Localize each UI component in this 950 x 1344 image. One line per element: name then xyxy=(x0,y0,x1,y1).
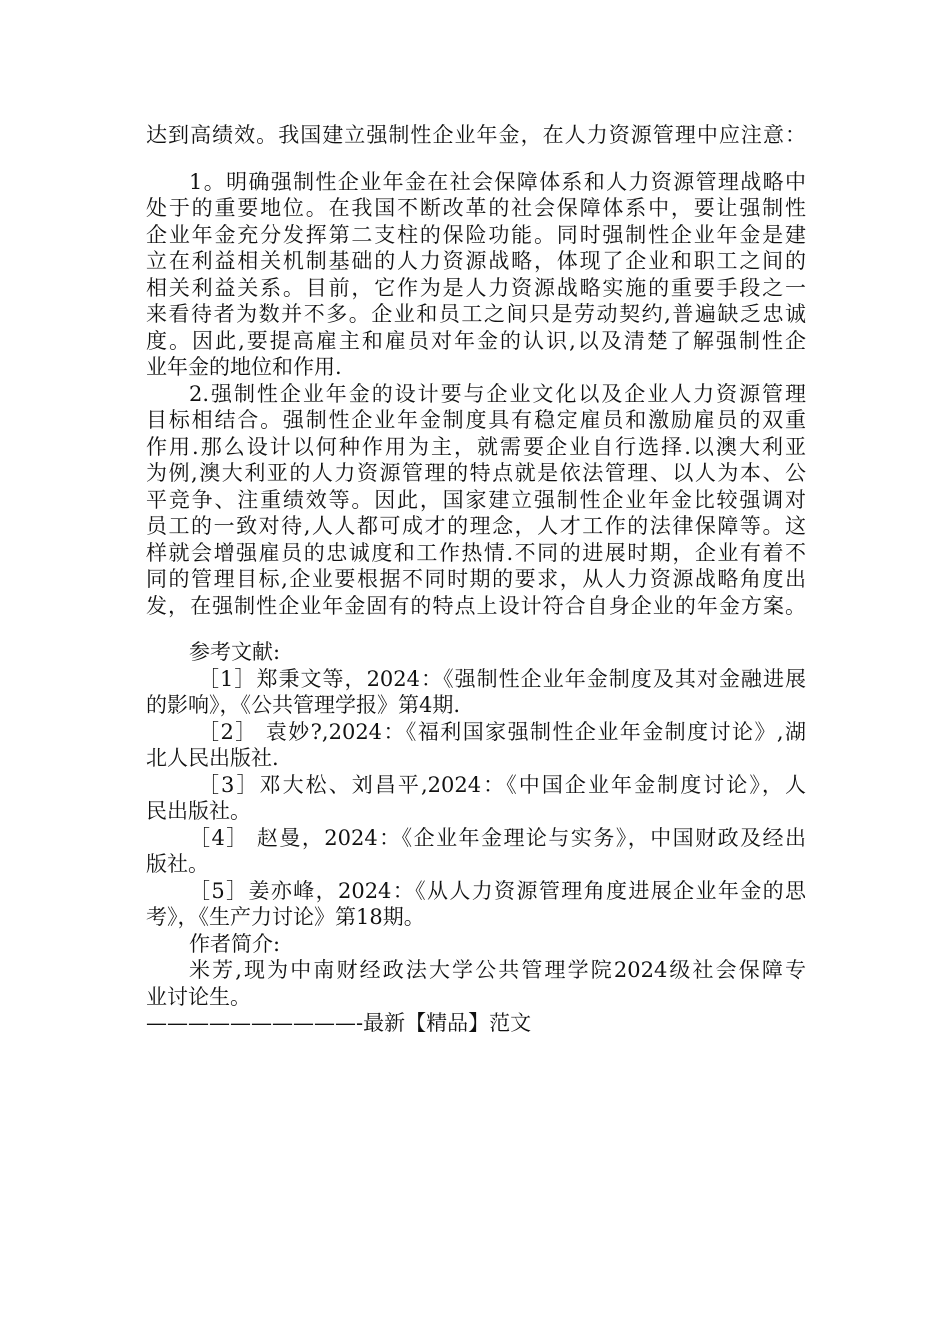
reference-item xyxy=(146,772,806,825)
reference-line: 民出版社。 xyxy=(146,799,251,823)
paragraph-line: 1。明确强制性企业年金在社会保障体系和人力资源管理战略中 xyxy=(189,169,806,194)
reference-line: 考》，《生产力讨论》第18期。 xyxy=(146,905,425,929)
reference-line: ［3］邓大松、刘昌平,2024：《中国企业年金制度讨论》，人 xyxy=(198,772,806,797)
paragraph-line: 来看待者为数并不多。企业和员工之间只是劳动契约,普遍缺乏忠诚 xyxy=(146,302,806,326)
paragraph-line: 作用.那么设计以何种作用为主，就需要企业自行选择.以澳大利亚 xyxy=(146,434,806,459)
paragraph-line: 平竞争、注重绩效等。因此，国家建立强制性企业年金比较强调对 xyxy=(146,487,806,512)
author-heading: 作者简介: xyxy=(189,931,281,956)
reference-item xyxy=(146,666,806,719)
reference-line: 北人民出版社. xyxy=(146,746,279,770)
paragraph-line: 2.强制性企业年金的设计要与企业文化以及企业人力资源管理 xyxy=(189,381,806,406)
point-1-paragraph xyxy=(146,169,806,381)
paragraph-line: 样就会增强雇员的忠诚度和工作热情.不同的进展时期，企业有着不 xyxy=(146,540,806,565)
paragraph-line: 企业年金充分发挥第二支柱的保险功能。同时强制性企业年金是建 xyxy=(146,222,806,247)
paragraph-line: 为例,澳大利亚的人力资源管理的特点就是依法管理、以人为本、公 xyxy=(146,461,806,485)
paragraph-line: 目标相结合。强制性企业年金制度具有稳定雇员和激励雇员的双重 xyxy=(146,408,806,432)
paragraph-line: 立在利益相关机制基础的人力资源战略，体现了企业和职工之间的 xyxy=(146,249,806,273)
reference-line: ［5］姜亦峰，2024：《从人力资源管理角度进展企业年金的思 xyxy=(189,878,806,903)
reference-line: 的影响》，《公共管理学报》第4期. xyxy=(146,693,461,717)
spacer xyxy=(146,149,806,169)
reference-line: 版社。 xyxy=(146,852,209,876)
author-line: 业讨论生。 xyxy=(146,984,251,1009)
paragraph-line: 度。因此,要提高雇主和雇员对年金的认识,以及清楚了解强制性企 xyxy=(146,328,806,353)
reference-list xyxy=(146,666,806,931)
reference-line: ［1］郑秉文等，2024：《强制性企业年金制度及其对金融进展 xyxy=(198,666,806,691)
reference-item xyxy=(146,719,806,772)
paragraph-line: 处于的重要地位。在我国不断改革的社会保障体系中，要让强制性 xyxy=(146,196,806,220)
intro-line: 达到高绩效。我国建立强制性企业年金，在人力资源管理中应注意： xyxy=(146,123,806,147)
paragraph-line: 员工的一致对待,人人都可成才的理念，人才工作的法律保障等。这 xyxy=(146,514,806,538)
spacer xyxy=(146,619,806,639)
reference-item xyxy=(146,878,806,931)
reference-item xyxy=(146,825,806,878)
paragraph-line: 同的管理目标,企业要根据不同时期的要求，从人力资源战略角度出 xyxy=(146,567,806,591)
reference-line: ［2］ 袁妙?,2024：《福利国家强制性企业年金制度讨论》,湖 xyxy=(198,719,806,744)
paragraph-line: 相关利益关系。目前，它作为是人力资源战略实施的重要手段之一 xyxy=(146,275,806,300)
footer-tagline: ——————————-最新【精品】范文 xyxy=(146,1011,532,1035)
references-heading: 参考文献: xyxy=(189,640,281,664)
author-line: 米芳,现为中南财经政法大学公共管理学院2024级社会保障专 xyxy=(189,958,806,982)
author-bio xyxy=(146,957,806,1010)
point-2-paragraph xyxy=(146,381,806,620)
paragraph-line: 业年金的地位和作用. xyxy=(146,355,342,379)
paragraph-line: 发，在强制性企业年金固有的特点上设计符合自身企业的年金方案。 xyxy=(146,593,806,618)
document-page xyxy=(146,122,806,1037)
reference-line: ［4］ 赵曼，2024：《企业年金理论与实务》，中国财政及经出 xyxy=(189,825,806,850)
